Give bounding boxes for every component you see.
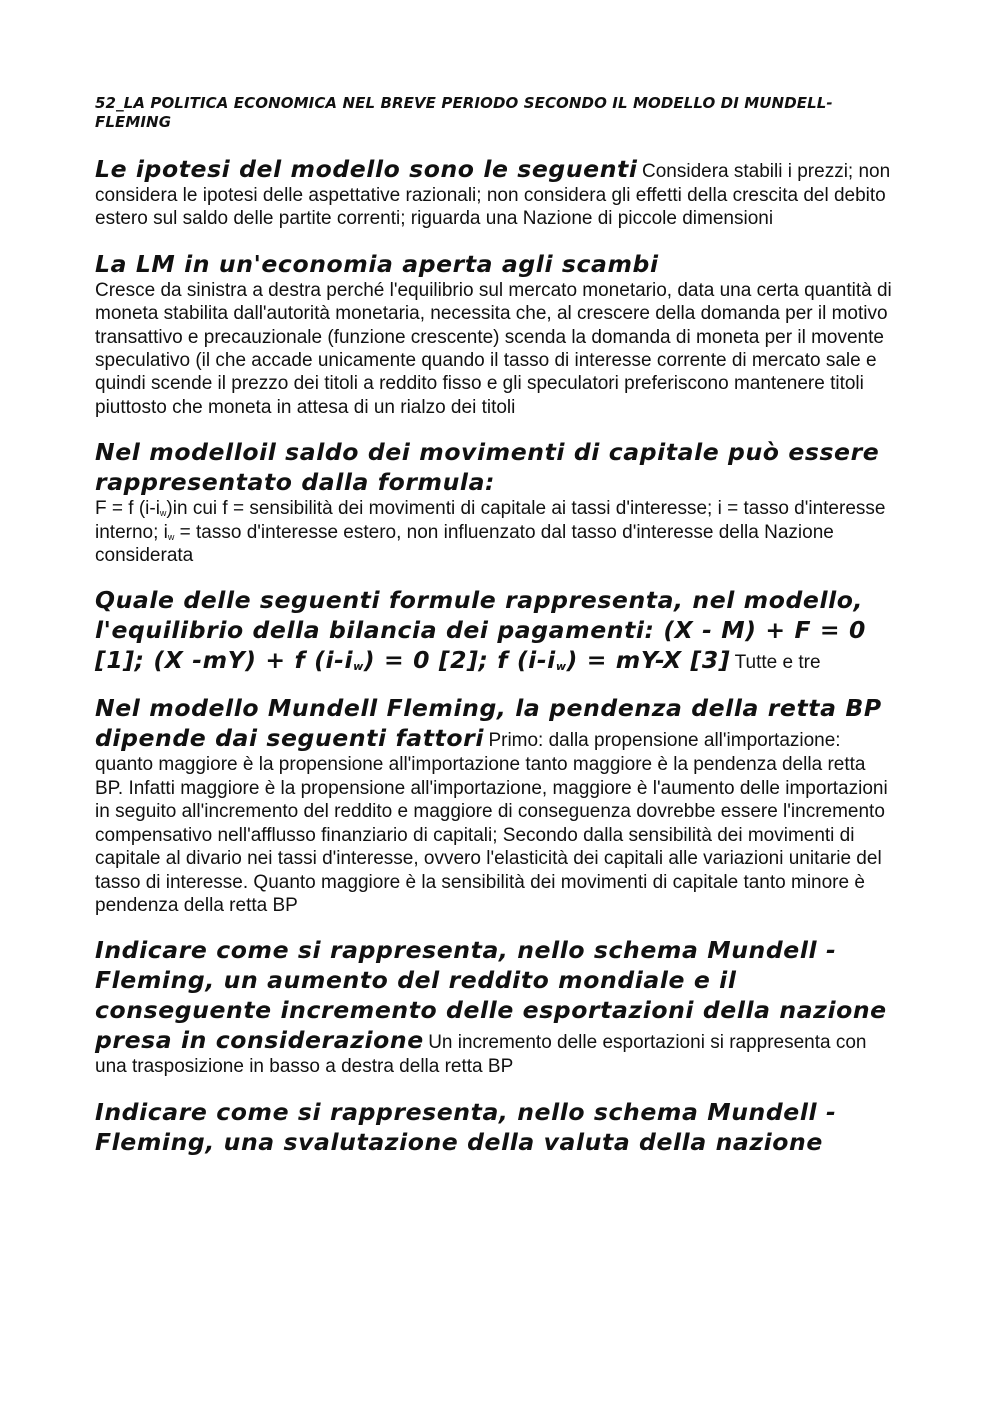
qa-item-world-income [95,935,895,1078]
answer-part: = tasso d'interesse estero, non influenzato dal tasso d'interesse della Nazione considerata [95,521,834,567]
subscript: w [167,531,175,542]
question-text: Nel modello Mundell Fleming, la pendenza della retta BP dipende dai seguenti fattori [95,694,882,753]
document-page [95,94,895,1175]
document-title: 52_LA POLITICA ECONOMICA NEL BREVE PERIODO SECONDO IL MODELLO DI MUNDELL-FLEMING [95,94,833,131]
question-text: Indicare come si rappresenta, nello schema Mundell - Fleming, una svalutazione della valuta della nazione [95,1097,837,1156]
answer-part: )in cui f = sensibilità dei movimenti di capitale ai tassi d'interesse; i = tasso d'interesse interno; i [95,498,886,543]
answer-text: Cresce da sinistra a destra perché l'equilibrio sul mercato monetario, data una certa quantità di moneta stabilita dall'autorità monetaria, necessita che, al crescere della domanda per il motivo transattivo e precauzionale (funzione crescente) scenda la domanda di moneta per il movente speculativo (il che accade unicamente quando il tasso di interesse corrente di mercato sale e quindi scende il prezzo dei titoli a reddito fisso e gli speculatori preferiscono mantenere titoli piuttosto che moneta in attesa di un rialzo dei titoli [95,279,892,418]
answer-text: Un incremento delle esportazioni si rappresenta con una trasposizione in basso a destra della retta BP [95,1032,867,1078]
qa-item-lm-open-economy [95,249,895,419]
answer-text: Considera stabili i prezzi; non considera le ipotesi delle aspettative razionali; non considera gli effetti della crescita del debito estero sul saldo delle partite correnti; riguarda una Nazione di piccole dimensioni [95,161,891,230]
question-part: ) = mY-X [3] [566,646,731,675]
question-text: La LM in un'economia aperta agli scambi [95,249,659,278]
qa-item-balance-of-payments [95,585,895,675]
qa-item-hypotheses [95,154,895,231]
subscript: w [159,508,167,519]
question-part: Quale delle seguenti formule rappresenta, nel modello, l'equilibrio della bilancia dei pagamenti: (X - M) + F = 0 [1]; (X -mY) + f (i-i [95,586,866,675]
qa-item-bp-slope [95,693,895,917]
answer-text [95,498,885,566]
answer-text: Primo: dalla propensione all'importazione: quanto maggiore è la propensione all'importazione tanto maggiore è la pendenza della retta BP. Infatti maggiore è la propensione all'importazione, maggiore è l'aumento delle importazioni in seguito all'incremento del reddito e maggiore di conseguenza dovrebbe essere l'incremento compensativo nell'afflusso finanziario di capitali; Secondo dalla sensibilità dei movimenti di capitale al divario nei tassi d'interesse, ovvero l'elasticità dei capitali alle variazioni unitarie del tasso di interesse. Quanto maggiore è la sensibilità dei movimenti di capitale tanto minore è pendenza della retta BP [95,730,888,916]
subscript: w [353,660,364,674]
qa-item-devaluation [95,1097,895,1157]
question-text: Nel modelloil saldo dei movimenti di capitale può essere rappresentato dalla formula: [95,438,880,497]
question-text: Le ipotesi del modello sono le seguenti [95,155,638,183]
question-part: ) = 0 [2]; f (i-i [363,646,556,675]
answer-part: F = f (i-i [95,498,160,520]
qa-item-capital-movements [95,437,895,567]
question-text: Indicare come si rappresenta, nello schema Mundell - Fleming, un aumento del reddito mondiale e il conseguente incremento delle esportazioni della nazione presa in considerazione [95,936,887,1055]
subscript: w [555,660,567,674]
answer-text: Tutte e tre [734,652,821,674]
